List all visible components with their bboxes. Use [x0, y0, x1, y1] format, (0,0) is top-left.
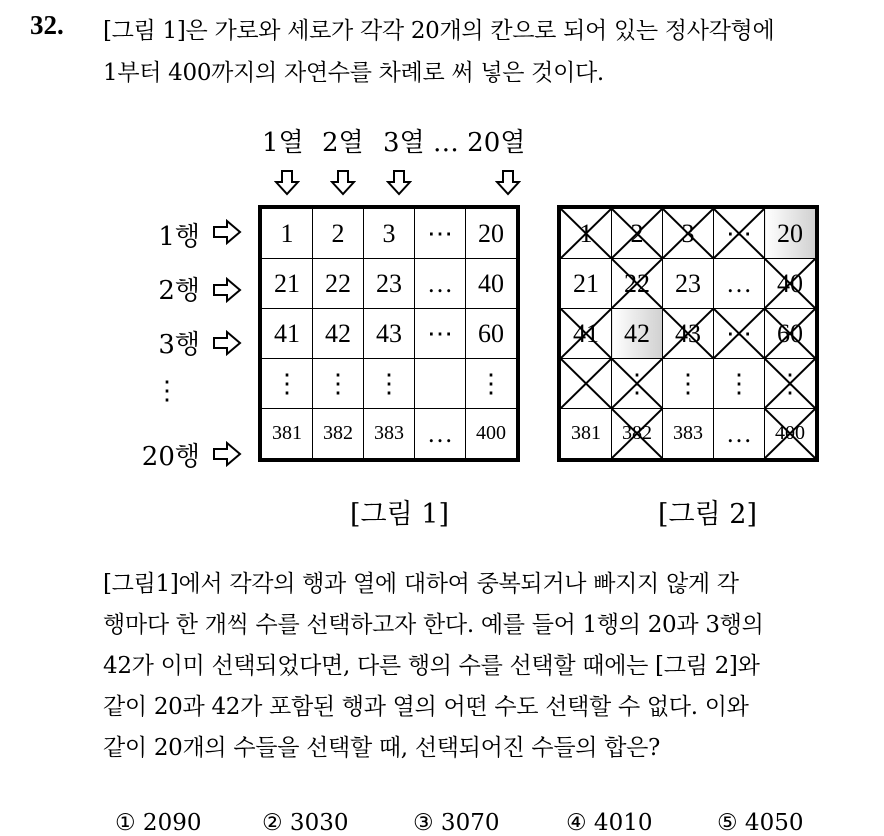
right-arrow-icon	[212, 330, 242, 356]
grid-cell	[663, 207, 714, 259]
right-arrow-icon	[212, 219, 242, 245]
grid-cell	[313, 259, 364, 309]
grid-cell-value: ⋮	[675, 368, 701, 398]
grid-cell-value: 383	[374, 422, 404, 444]
down-arrow-icon	[274, 170, 300, 196]
grid-cell-value: 2	[630, 218, 644, 248]
figure-1-caption: [그림 1]	[350, 499, 449, 530]
grid-cell	[559, 309, 612, 359]
down-arrow-icon	[495, 170, 521, 196]
grid-cell-value: 20	[777, 218, 803, 248]
grid-cell	[714, 359, 765, 409]
grid-cell	[765, 309, 818, 359]
grid-row	[260, 359, 518, 409]
answer-choice-2[interactable]: ② 3030	[262, 810, 349, 836]
grid-cell	[466, 359, 519, 409]
grid-cell	[260, 259, 313, 309]
answer-choice-5[interactable]: ⑤ 4050	[717, 810, 804, 836]
grid-cell-value: 43	[675, 318, 701, 348]
grid-row	[559, 409, 817, 461]
grid-cell-value: ⋯	[427, 218, 453, 248]
grid-cell	[364, 207, 415, 259]
grid-row	[559, 259, 817, 309]
grid-cell-value: ⋮	[274, 368, 300, 398]
grid-cell-value: ⋯	[427, 318, 453, 348]
figure-2-grid	[557, 205, 819, 462]
grid-row	[260, 207, 518, 259]
row-label-3: 3행	[158, 330, 200, 360]
grid-cell	[663, 409, 714, 461]
grid-cell-value: 381	[272, 422, 302, 444]
row-label-2: 2행	[158, 276, 200, 306]
grid-cell-value: 40	[777, 268, 803, 298]
grid-cell-value: 60	[478, 318, 504, 348]
grid-cell-value: 40	[478, 268, 504, 298]
row-label-1: 1행	[158, 222, 200, 252]
grid-cell-value: ⋮	[376, 368, 402, 398]
grid-cell	[415, 259, 466, 309]
row-label-20: 20행	[141, 442, 200, 472]
grid-cell-value: 21	[274, 268, 300, 298]
grid-cell	[612, 409, 663, 461]
grid-cell-value: 3	[681, 218, 695, 248]
grid-cell	[559, 207, 612, 259]
grid-cell-value: 1	[579, 218, 593, 248]
grid-cell	[260, 409, 313, 461]
right-arrow-icon	[212, 441, 242, 467]
answer-choice-1[interactable]: ① 2090	[115, 810, 202, 836]
grid-cell-value: ⋯	[726, 218, 752, 248]
grid-cell	[663, 259, 714, 309]
grid-cell-value: 3	[382, 218, 396, 248]
grid-cell	[466, 409, 519, 461]
grid-cell-value: ⋮	[777, 368, 803, 398]
question-intro-line-2: 1부터 400까지의 자연수를 차례로 써 넣은 것이다.	[103, 60, 604, 86]
grid-cell-value: ⋯	[726, 318, 752, 348]
explanation-line-3: 42가 이미 선택되었다면, 다른 행의 수를 선택할 때에는 [그림 2]와	[103, 653, 760, 679]
grid-cell-value: ⋮	[726, 368, 752, 398]
grid-cell-value: 382	[622, 422, 652, 444]
grid-cell	[714, 259, 765, 309]
down-arrow-icon	[330, 170, 356, 196]
grid-cell	[364, 409, 415, 461]
down-arrow-icon	[386, 170, 412, 196]
grid-cell-value: 43	[376, 318, 402, 348]
grid-cell	[313, 309, 364, 359]
column-label-1: 1열	[262, 128, 304, 158]
grid-cell	[466, 207, 519, 259]
grid-cell-value: 23	[675, 268, 701, 298]
grid-cell	[466, 309, 519, 359]
grid-cell-value: 381	[571, 422, 601, 444]
explanation-line-2: 행마다 한 개씩 수를 선택하고자 한다. 예를 들어 1행의 20과 3행의	[103, 612, 764, 638]
grid-cell-value: 21	[573, 268, 599, 298]
column-label-2: 2열	[322, 128, 364, 158]
grid-row	[260, 259, 518, 309]
grid-cell-value: ⋮	[325, 368, 351, 398]
cross-mark-icon	[561, 359, 611, 408]
grid-cell	[765, 409, 818, 461]
grid-cell	[415, 207, 466, 259]
grid-cell-value: …	[427, 268, 453, 298]
grid-row	[559, 309, 817, 359]
grid-cell-value: …	[427, 418, 453, 448]
grid-row	[559, 359, 817, 409]
grid-cell-value: ⋮	[478, 368, 504, 398]
grid-cell-value: 22	[624, 268, 650, 298]
grid-cell-value: 60	[777, 318, 803, 348]
grid-cell-value: 22	[325, 268, 351, 298]
answer-choice-4[interactable]: ④ 4010	[566, 810, 653, 836]
grid-cell	[313, 359, 364, 409]
figure-1-grid	[258, 205, 520, 462]
grid-cell	[364, 259, 415, 309]
grid-cell	[765, 359, 818, 409]
grid-cell-value: 23	[376, 268, 402, 298]
grid-cell	[559, 259, 612, 309]
question-number: 32.	[30, 10, 64, 40]
grid-cell	[612, 359, 663, 409]
grid-cell-value: 2	[331, 218, 345, 248]
grid-cell	[612, 309, 663, 359]
grid-cell	[765, 207, 818, 259]
grid-cell-value: 400	[775, 422, 805, 444]
answer-choice-3[interactable]: ③ 3070	[413, 810, 500, 836]
grid-cell-value: …	[726, 418, 752, 448]
grid-row	[559, 207, 817, 259]
grid-cell	[260, 207, 313, 259]
grid-cell-value: …	[726, 268, 752, 298]
grid-cell-value: 383	[673, 422, 703, 444]
question-intro-line-1: [그림 1]은 가로와 세로가 각각 20개의 칸으로 되어 있는 정사각형에	[103, 18, 775, 44]
grid-cell	[714, 409, 765, 461]
grid-cell	[364, 309, 415, 359]
grid-cell-value: 42	[624, 318, 650, 348]
right-arrow-icon	[212, 277, 242, 303]
grid-cell	[415, 359, 466, 409]
explanation-line-4: 같이 20과 42가 포함된 행과 열의 어떤 수도 선택할 수 없다. 이와	[103, 694, 749, 720]
grid-cell-value: 382	[323, 422, 353, 444]
column-label-3-to-20: 3열 … 20열	[383, 128, 526, 158]
grid-cell	[559, 409, 612, 461]
grid-cell	[612, 259, 663, 309]
grid-cell-value: 41	[573, 318, 599, 348]
grid-cell	[415, 409, 466, 461]
grid-row	[260, 309, 518, 359]
grid-cell-value: 1	[280, 218, 294, 248]
grid-cell	[260, 359, 313, 409]
grid-cell	[466, 259, 519, 309]
grid-cell	[415, 309, 466, 359]
grid-cell	[364, 359, 415, 409]
grid-cell-value: 400	[476, 422, 506, 444]
grid-cell	[663, 309, 714, 359]
grid-cell	[765, 259, 818, 309]
grid-cell	[663, 359, 714, 409]
grid-row	[260, 409, 518, 461]
grid-cell	[260, 309, 313, 359]
grid-cell	[714, 207, 765, 259]
grid-cell	[313, 409, 364, 461]
grid-cell-value: 42	[325, 318, 351, 348]
grid-cell-value: 20	[478, 218, 504, 248]
grid-cell	[612, 207, 663, 259]
row-label-ellipsis: ⋮	[154, 376, 180, 406]
grid-cell	[714, 309, 765, 359]
explanation-line-1: [그림1]에서 각각의 행과 열에 대하여 중복되거나 빠지지 않게 각	[103, 571, 739, 597]
grid-cell	[313, 207, 364, 259]
grid-cell	[559, 359, 612, 409]
figure-2-caption: [그림 2]	[658, 499, 757, 530]
explanation-line-5: 같이 20개의 수들을 선택할 때, 선택되어진 수들의 합은?	[103, 735, 661, 761]
grid-cell-value: ⋮	[624, 368, 650, 398]
grid-cell-value: 41	[274, 318, 300, 348]
